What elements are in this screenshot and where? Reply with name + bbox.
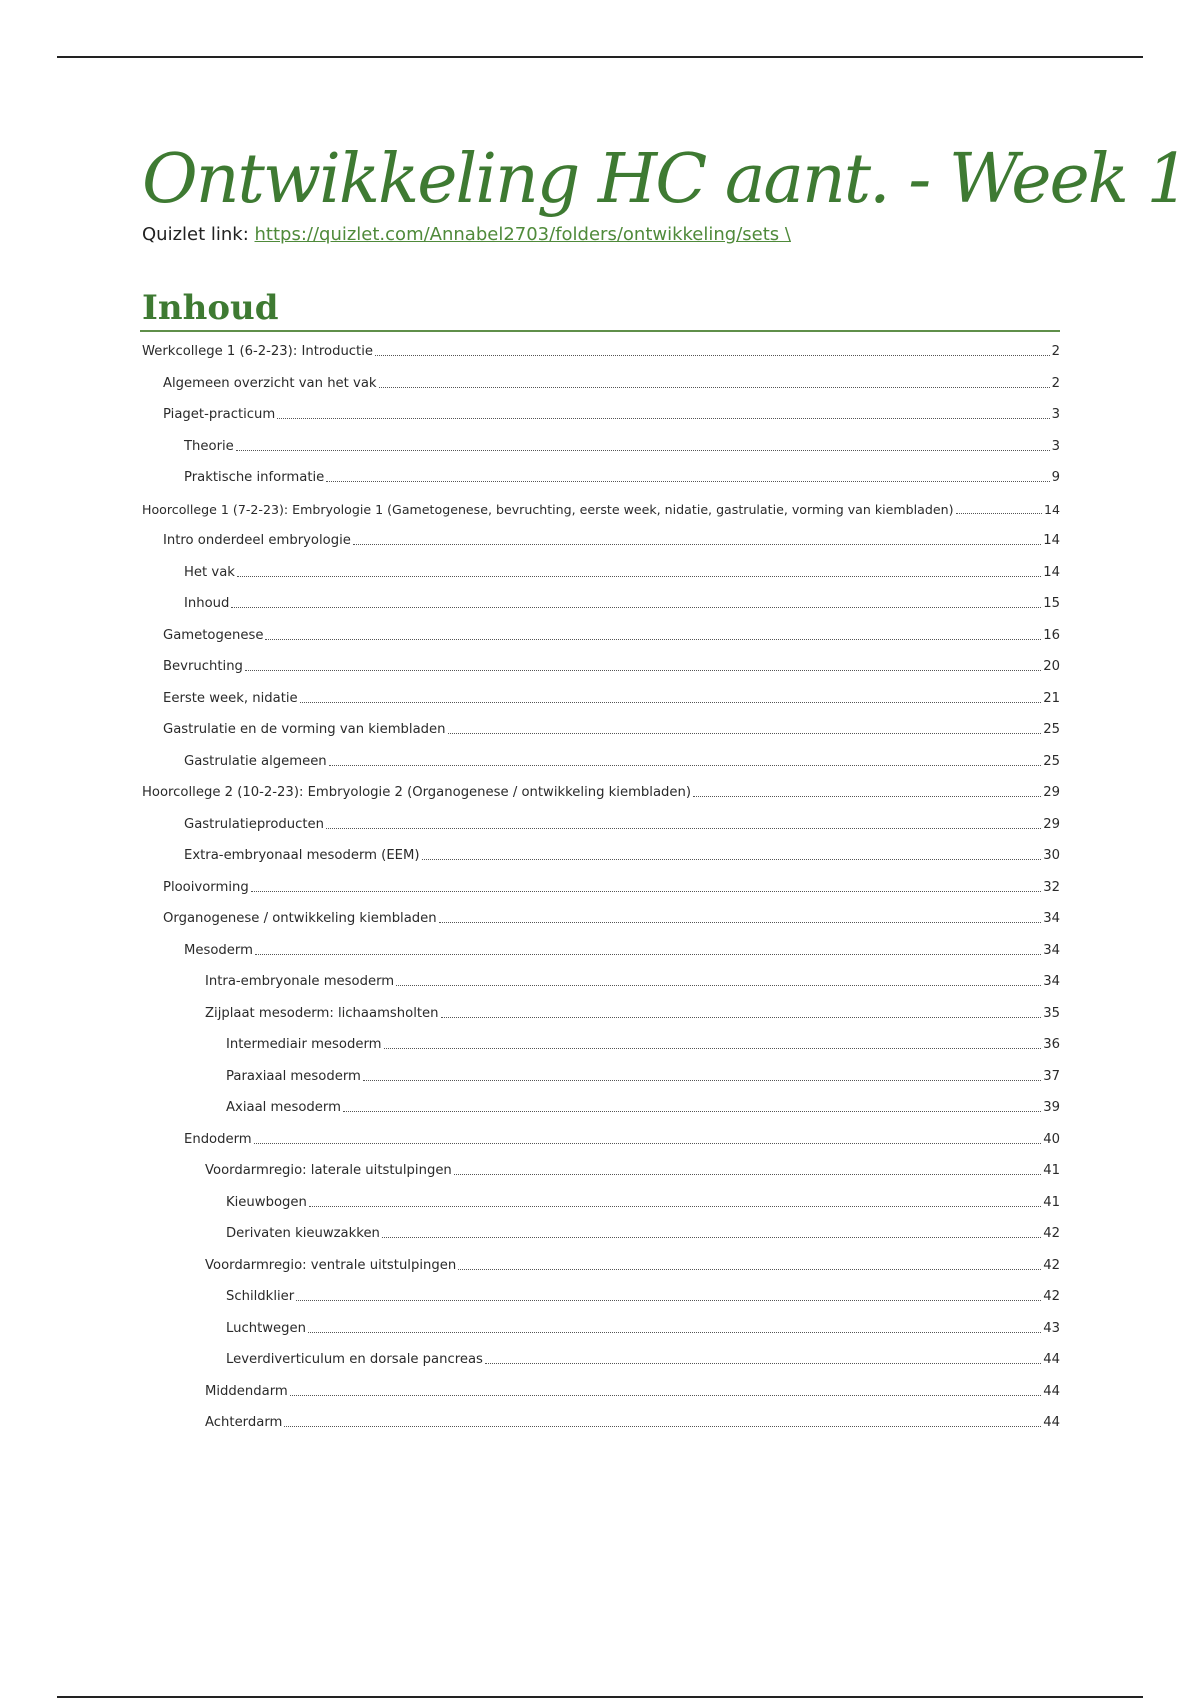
toc-leader [254, 1143, 1042, 1144]
toc-entry-label: Paraxiaal mesoderm [226, 1068, 361, 1084]
toc-entry-page: 25 [1043, 722, 1060, 738]
toc-entry[interactable] [142, 1155, 1060, 1187]
quizlet-link[interactable]: https://quizlet.com/Annabel2703/folders/ontwikkeling/sets \ [254, 224, 791, 245]
toc-entry-page: 29 [1043, 785, 1060, 801]
page-bottom-rule [57, 1696, 1143, 1698]
toc-entry-label: Eerste week, nidatie [163, 690, 298, 706]
toc-entry[interactable] [142, 1407, 1060, 1439]
toc-entry-label: Gastrulatieproducten [184, 816, 325, 832]
toc-entry-label: Intermediair mesoderm [226, 1037, 382, 1053]
toc-entry[interactable] [142, 1281, 1060, 1313]
toc-leader [363, 1080, 1041, 1081]
toc-entry[interactable] [142, 588, 1060, 620]
toc-entry-page: 34 [1043, 911, 1060, 927]
toc-leader [343, 1111, 1041, 1112]
toc-entry-label: Middendarm [205, 1383, 288, 1399]
toc-leader [454, 1174, 1041, 1175]
toc-entry-label: Organogenese / ontwikkeling kiembladen [163, 911, 437, 927]
toc-entry[interactable] [142, 431, 1060, 463]
toc-entry-page: 41 [1043, 1163, 1060, 1179]
toc-entry-label: Inhoud [184, 596, 230, 612]
toc-entry[interactable] [142, 840, 1060, 872]
toc-entry-page: 43 [1043, 1320, 1060, 1336]
toc-entry[interactable] [142, 683, 1060, 715]
toc-leader [693, 796, 1041, 797]
toc-entry-label: Leverdiverticulum en dorsale pancreas [226, 1352, 483, 1368]
toc-entry-page: 37 [1043, 1068, 1060, 1084]
toc-entry[interactable] [142, 903, 1060, 935]
toc-leader [458, 1269, 1041, 1270]
toc-entry-label: Bevruchting [163, 659, 243, 675]
toc-leader [245, 670, 1041, 671]
quizlet-label: Quizlet link: [142, 224, 255, 245]
toc-entry-page: 36 [1043, 1037, 1060, 1053]
toc-leader [353, 544, 1041, 545]
toc-heading: Inhoud [142, 288, 279, 328]
toc-entry[interactable] [142, 336, 1060, 368]
toc-entry-page: 29 [1043, 816, 1060, 832]
toc-entry-page: 9 [1051, 470, 1060, 486]
toc-entry-label: Gastrulatie en de vorming van kiembladen [163, 722, 446, 738]
table-of-contents [142, 336, 1060, 1439]
toc-leader [396, 985, 1041, 986]
toc-entry[interactable] [142, 935, 1060, 967]
toc-entry[interactable] [142, 746, 1060, 778]
toc-leader [956, 513, 1042, 514]
toc-leader [237, 576, 1041, 577]
toc-entry[interactable] [142, 368, 1060, 400]
toc-entry[interactable] [142, 966, 1060, 998]
toc-leader [290, 1395, 1041, 1396]
toc-entry-page: 30 [1043, 848, 1060, 864]
toc-leader [439, 922, 1042, 923]
toc-entry-page: 44 [1043, 1383, 1060, 1399]
toc-entry-page: 14 [1043, 533, 1060, 549]
toc-leader [255, 954, 1041, 955]
toc-leader [485, 1363, 1041, 1364]
toc-entry-page: 42 [1043, 1289, 1060, 1305]
toc-leader [329, 765, 1042, 766]
toc-entry-label: Werkcollege 1 (6-2-23): Introductie [142, 344, 374, 360]
toc-entry-label: Mesoderm [184, 942, 253, 958]
toc-entry-page: 41 [1043, 1194, 1060, 1210]
toc-entry-page: 34 [1043, 942, 1060, 958]
toc-entry-label: Praktische informatie [184, 470, 325, 486]
toc-entry[interactable] [142, 651, 1060, 683]
toc-entry-label: Kieuwbogen [226, 1194, 307, 1210]
toc-entry-page: 14 [1043, 501, 1060, 517]
toc-entry-page: 42 [1043, 1226, 1060, 1242]
toc-entry-page: 25 [1043, 753, 1060, 769]
toc-entry[interactable] [142, 714, 1060, 746]
toc-entry[interactable] [142, 557, 1060, 589]
toc-entry-label: Algemeen overzicht van het vak [163, 375, 377, 391]
toc-entry-label: Voordarmregio: ventrale uitstulpingen [205, 1257, 457, 1273]
toc-leader [382, 1237, 1041, 1238]
toc-entry[interactable] [142, 777, 1060, 809]
toc-entry-page: 3 [1051, 438, 1060, 454]
toc-entry-page: 15 [1043, 596, 1060, 612]
toc-entry-page: 3 [1051, 407, 1060, 423]
toc-leader [384, 1048, 1042, 1049]
toc-leader [236, 450, 1050, 451]
toc-entry-label: Luchtwegen [226, 1320, 306, 1336]
toc-entry[interactable] [142, 1124, 1060, 1156]
toc-entry-page: 35 [1043, 1005, 1060, 1021]
toc-entry[interactable] [142, 1376, 1060, 1408]
toc-entry-page: 34 [1043, 974, 1060, 990]
toc-entry[interactable] [142, 998, 1060, 1030]
toc-entry[interactable] [142, 494, 1060, 526]
toc-entry-page: 39 [1043, 1100, 1060, 1116]
toc-entry-label: Axiaal mesoderm [226, 1100, 341, 1116]
toc-entry-page: 14 [1043, 564, 1060, 580]
toc-heading-rule [140, 330, 1060, 332]
toc-entry-label: Schildklier [226, 1289, 295, 1305]
toc-entry-page: 40 [1043, 1131, 1060, 1147]
toc-leader [277, 418, 1049, 419]
toc-leader [308, 1332, 1041, 1333]
toc-entry-page: 21 [1043, 690, 1060, 706]
toc-entry-page: 16 [1043, 627, 1060, 643]
toc-leader [265, 639, 1041, 640]
toc-entry-label: Voordarmregio: laterale uitstulpingen [205, 1163, 452, 1179]
toc-leader [379, 387, 1050, 388]
toc-leader [326, 481, 1049, 482]
document-title: Ontwikkeling HC aant. - Week 1 [142, 140, 1188, 219]
toc-entry-label: Intro onderdeel embryologie [163, 533, 351, 549]
toc-entry-label: Hoorcollege 2 (10-2-23): Embryologie 2 (Organogenese / ontwikkeling kiembladen) [142, 785, 692, 801]
toc-entry-page: 42 [1043, 1257, 1060, 1273]
toc-entry-page: 20 [1043, 659, 1060, 675]
toc-entry-label: Gastrulatie algemeen [184, 753, 327, 769]
toc-entry-label: Achterdarm [205, 1415, 283, 1431]
toc-entry-label: Endoderm [184, 1131, 252, 1147]
toc-entry[interactable] [142, 399, 1060, 431]
toc-entry[interactable] [142, 1250, 1060, 1282]
toc-entry[interactable] [142, 1218, 1060, 1250]
toc-leader [448, 733, 1042, 734]
toc-entry[interactable] [142, 1187, 1060, 1219]
toc-leader [422, 859, 1042, 860]
toc-entry[interactable] [142, 1344, 1060, 1376]
toc-entry[interactable] [142, 620, 1060, 652]
toc-entry-label: Derivaten kieuwzakken [226, 1226, 380, 1242]
toc-entry[interactable] [142, 1313, 1060, 1345]
toc-entry-label: Het vak [184, 564, 235, 580]
toc-entry-label: Intra-embryonale mesoderm [205, 974, 395, 990]
toc-entry-page: 44 [1043, 1415, 1060, 1431]
toc-entry[interactable] [142, 462, 1060, 494]
toc-entry[interactable] [142, 1029, 1060, 1061]
toc-entry-label: Extra-embryonaal mesoderm (EEM) [184, 848, 420, 864]
toc-leader [441, 1017, 1042, 1018]
toc-leader [284, 1426, 1041, 1427]
toc-entry[interactable] [142, 525, 1060, 557]
toc-entry-label: Gametogenese [163, 627, 264, 643]
page-top-rule [57, 56, 1143, 58]
toc-entry-page: 44 [1043, 1352, 1060, 1368]
toc-entry-page: 32 [1043, 879, 1060, 895]
toc-leader [309, 1206, 1041, 1207]
toc-leader [296, 1300, 1041, 1301]
toc-entry-label: Plooivorming [163, 879, 249, 895]
toc-entry-label: Theorie [184, 438, 234, 454]
toc-leader [326, 828, 1041, 829]
toc-entry-label: Hoorcollege 1 (7-2-23): Embryologie 1 (Gametogenese, bevruchting, eerste week, nidatie, gastrulatie, vorming van kiembladen) [142, 501, 954, 517]
toc-entry-label: Piaget-practicum [163, 407, 276, 423]
toc-leader [231, 607, 1041, 608]
toc-entry[interactable] [142, 1092, 1060, 1124]
toc-entry[interactable] [142, 872, 1060, 904]
toc-entry[interactable] [142, 1061, 1060, 1093]
toc-entry-label: Zijplaat mesoderm: lichaamsholten [205, 1005, 439, 1021]
toc-entry-page: 2 [1051, 375, 1060, 391]
toc-leader [251, 891, 1042, 892]
toc-entry[interactable] [142, 809, 1060, 841]
toc-leader [375, 355, 1050, 356]
quizlet-line [142, 224, 791, 245]
toc-leader [300, 702, 1042, 703]
toc-entry-page: 2 [1051, 344, 1060, 360]
